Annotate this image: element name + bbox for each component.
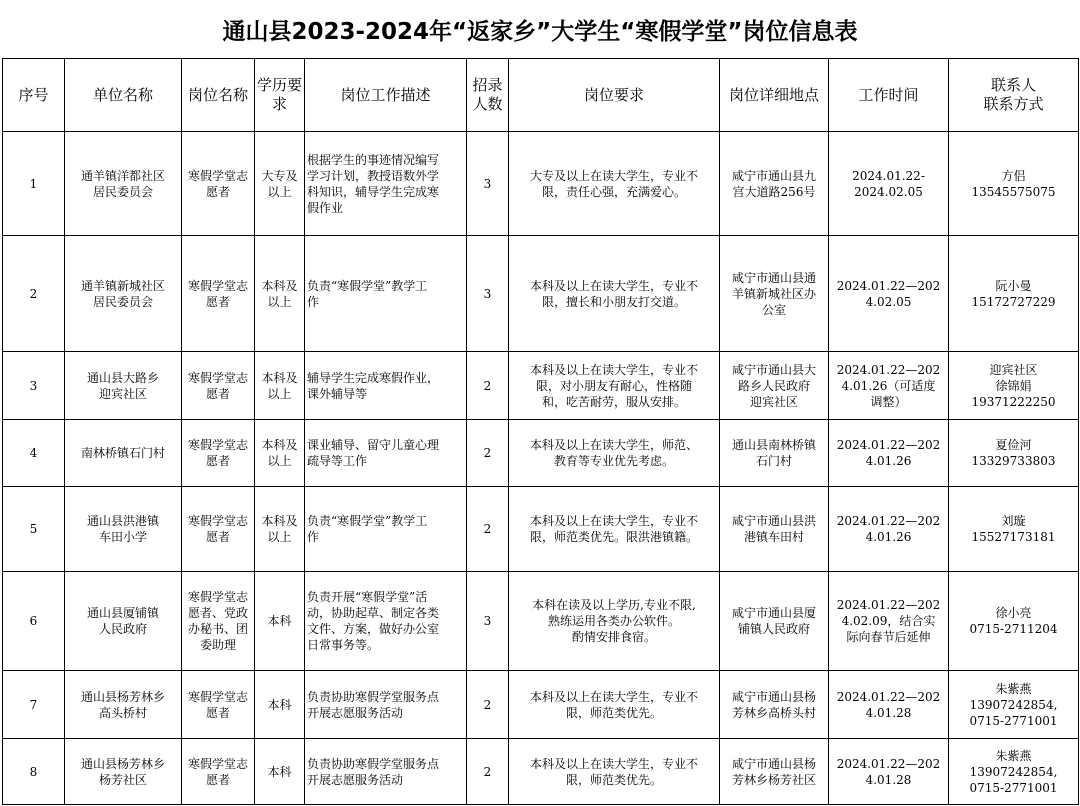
cell-edu: 本科及 以上: [255, 236, 305, 352]
cell-desc: 负责开展“寒假学堂”活 动，协助起草、制定各类 文件、方案，做好办公室 日常事务等。: [305, 572, 467, 671]
cell-desc: 负责协助寒假学堂服务点 开展志愿服务活动: [305, 671, 467, 739]
header-count: 招录人数: [467, 59, 509, 132]
cell-edu: 本科及 以上: [255, 352, 305, 420]
cell-unit: 通山县大路乡 迎宾社区: [65, 352, 182, 420]
cell-unit: 通山县杨芳林乡 高头桥村: [65, 671, 182, 739]
cell-contact: 徐小亮 0715-2711204: [949, 572, 1079, 671]
table-row: [3, 487, 1079, 572]
cell-post: 寒假学堂志 愿者: [182, 739, 255, 805]
cell-contact: 朱紫燕 13907242854, 0715-2771001: [949, 671, 1079, 739]
cell-desc: 根据学生的事迹情况编写 学习计划，教授语数外学 科知识，辅导学生完成寒 假作业: [305, 132, 467, 236]
cell-place: 咸宁市通山县厦 铺镇人民政府: [720, 572, 829, 671]
cell-contact: 阮小曼 15172727229: [949, 236, 1079, 352]
cell-time: 2024.01.22- 2024.02.05: [829, 132, 949, 236]
cell-place: 咸宁市通山县通 羊镇新城社区办 公室: [720, 236, 829, 352]
header-row: [3, 59, 1079, 132]
cell-no: 8: [3, 739, 65, 805]
cell-time: 2024.01.22—202 4.02.05: [829, 236, 949, 352]
cell-unit: 通山县洪港镇 车田小学: [65, 487, 182, 572]
cell-no: 5: [3, 487, 65, 572]
cell-req: 本科及以上在读大学生，专业不 限，师范类优先。: [509, 739, 720, 805]
cell-count: 2: [467, 671, 509, 739]
cell-no: 6: [3, 572, 65, 671]
cell-no: 7: [3, 671, 65, 739]
cell-time: 2024.01.22—202 4.01.26（可适度 调整）: [829, 352, 949, 420]
cell-no: 4: [3, 420, 65, 487]
cell-contact: 迎宾社区 徐锦娟 19371222250: [949, 352, 1079, 420]
header-contact: 联系人 联系方式: [949, 59, 1079, 132]
cell-place: 咸宁市通山县杨 芳林乡杨芳社区: [720, 739, 829, 805]
cell-req: 本科及以上在读大学生，专业不 限，擅长和小朋友打交道。: [509, 236, 720, 352]
cell-time: 2024.01.22—202 4.01.26: [829, 487, 949, 572]
table-row: [3, 739, 1079, 805]
table-row: [3, 132, 1079, 236]
header-desc: 岗位工作描述: [305, 59, 467, 132]
cell-count: 2: [467, 739, 509, 805]
header-edu: 学历要求: [255, 59, 305, 132]
cell-post: 寒假学堂志 愿者: [182, 132, 255, 236]
cell-place: 通山县南林桥镇 石门村: [720, 420, 829, 487]
positions-table: [2, 58, 1079, 805]
cell-unit: 通羊镇洋都社区 居民委员会: [65, 132, 182, 236]
cell-count: 2: [467, 420, 509, 487]
cell-desc: 课业辅导、留守儿童心理 疏导等工作: [305, 420, 467, 487]
cell-no: 2: [3, 236, 65, 352]
cell-count: 2: [467, 487, 509, 572]
cell-post: 寒假学堂志 愿者: [182, 487, 255, 572]
table-row: [3, 572, 1079, 671]
cell-edu: 本科及 以上: [255, 487, 305, 572]
cell-desc: 辅导学生完成寒假作业， 课外辅导等: [305, 352, 467, 420]
cell-req: 本科及以上在读大学生，师范、 教育等专业优先考虑。: [509, 420, 720, 487]
cell-edu: 本科: [255, 671, 305, 739]
header-req: 岗位要求: [509, 59, 720, 132]
cell-desc: 负责“寒假学堂”教学工 作: [305, 487, 467, 572]
cell-unit: 通山县厦铺镇 人民政府: [65, 572, 182, 671]
cell-edu: 本科: [255, 739, 305, 805]
cell-post: 寒假学堂志 愿者: [182, 420, 255, 487]
cell-contact: 刘璇 15527173181: [949, 487, 1079, 572]
cell-edu: 本科: [255, 572, 305, 671]
cell-place: 咸宁市通山县杨 芳林乡高桥头村: [720, 671, 829, 739]
cell-contact: 朱紫燕 13907242854, 0715-2771001: [949, 739, 1079, 805]
cell-contact: 方侣 13545575075: [949, 132, 1079, 236]
cell-no: 1: [3, 132, 65, 236]
cell-req: 本科在读及以上学历,专业不限, 熟练运用各类办公软件。 酌情安排食宿。: [509, 572, 720, 671]
table-row: [3, 671, 1079, 739]
cell-place: 咸宁市通山县大 路乡人民政府 迎宾社区: [720, 352, 829, 420]
cell-req: 本科及以上在读大学生，专业不 限，对小朋友有耐心，性格随 和，吃苦耐劳，服从安排。: [509, 352, 720, 420]
table-row: [3, 236, 1079, 352]
header-time: 工作时间: [829, 59, 949, 132]
cell-unit: 通山县杨芳林乡 杨芳社区: [65, 739, 182, 805]
cell-req: 本科及以上在读大学生，专业不 限，师范类优先。: [509, 671, 720, 739]
cell-post: 寒假学堂志 愿者、党政 办秘书、团 委助理: [182, 572, 255, 671]
cell-post: 寒假学堂志 愿者: [182, 236, 255, 352]
cell-count: 3: [467, 572, 509, 671]
cell-count: 3: [467, 236, 509, 352]
cell-post: 寒假学堂志 愿者: [182, 671, 255, 739]
cell-place: 咸宁市通山县洪 港镇车田村: [720, 487, 829, 572]
page-title: 通山县2023-2024年“返家乡”大学生“寒假学堂”岗位信息表: [222, 18, 858, 45]
cell-desc: 负责协助寒假学堂服务点 开展志愿服务活动: [305, 739, 467, 805]
cell-contact: 夏俭河 13329733803: [949, 420, 1079, 487]
header-place: 岗位详细地点: [720, 59, 829, 132]
cell-edu: 大专及 以上: [255, 132, 305, 236]
cell-unit: 通羊镇新城社区 居民委员会: [65, 236, 182, 352]
cell-no: 3: [3, 352, 65, 420]
table-row: [3, 420, 1079, 487]
cell-count: 3: [467, 132, 509, 236]
cell-edu: 本科及 以上: [255, 420, 305, 487]
table-row: [3, 352, 1079, 420]
header-unit: 单位名称: [65, 59, 182, 132]
cell-unit: 南林桥镇石门村: [65, 420, 182, 487]
cell-req: 本科及以上在读大学生，专业不 限，师范类优先。限洪港镇籍。: [509, 487, 720, 572]
cell-place: 咸宁市通山县九 宫大道路256号: [720, 132, 829, 236]
cell-time: 2024.01.22—202 4.02.09，结合实 际向春节后延伸: [829, 572, 949, 671]
header-no: 序号: [3, 59, 65, 132]
cell-time: 2024.01.22—202 4.01.26: [829, 420, 949, 487]
cell-time: 2024.01.22—202 4.01.28: [829, 739, 949, 805]
cell-desc: 负责“寒假学堂”教学工 作: [305, 236, 467, 352]
cell-post: 寒假学堂志 愿者: [182, 352, 255, 420]
cell-req: 大专及以上在读大学生，专业不 限，责任心强，充满爱心。: [509, 132, 720, 236]
cell-count: 2: [467, 352, 509, 420]
header-post: 岗位名称: [182, 59, 255, 132]
cell-time: 2024.01.22—202 4.01.28: [829, 671, 949, 739]
